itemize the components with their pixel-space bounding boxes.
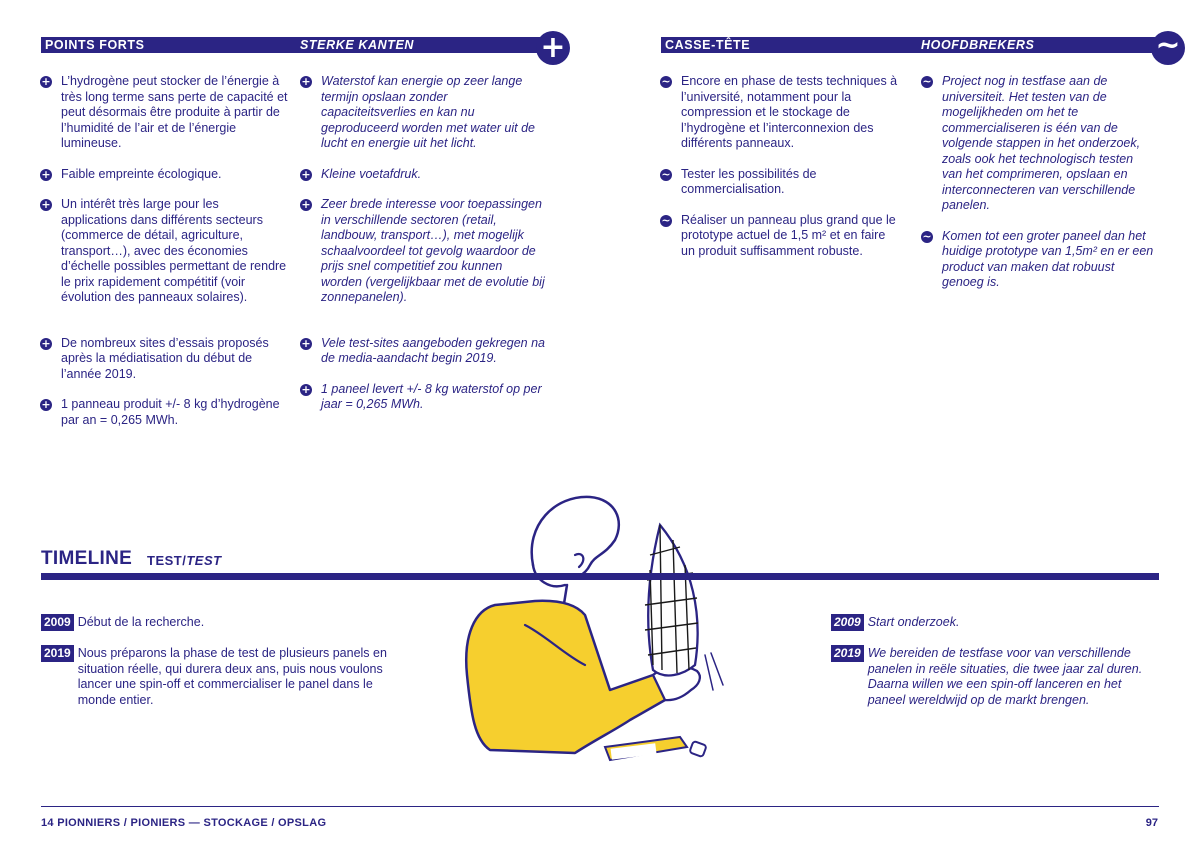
list-item-text: De nombreux sites d’essais proposés après la médiatisation du début de l’année 2019.	[61, 335, 269, 381]
list-item-text: Komen tot een groter paneel dan het huidige prototype van 1,5m² en er een product van maken dat robuust genoeg is.	[942, 228, 1154, 289]
list-item-text: Waterstof kan energie op zeer lange termijn opslaan zonder capaciteitsverlies en kan nu geproduceerd worden met water uit de lucht en energie uit het licht.	[321, 74, 536, 150]
list-item	[40, 167, 288, 183]
tilde-circle-icon: ~	[922, 229, 932, 243]
list-item-text: Un intérêt très large pour les applications dans différents secteurs (commerce de détail, agriculture, transport…), avec des économies d’échelle possibles permettant de rendre le prix rapidement compétitif (voir évolution des panneaux solaires).	[61, 197, 287, 304]
list-item	[300, 336, 545, 367]
plus-circle-icon: +	[41, 336, 51, 350]
list-item-text: Tester les possibilités de commercialisation.	[681, 166, 817, 196]
footer-section-title: 14 PIONNIERS / PIONIERS — STOCKAGE / OPSLAG	[41, 817, 327, 829]
tilde-circle-icon: ~	[922, 75, 932, 88]
list-item-text: Vele test-sites aangeboden gekregen na de media-aandacht begin 2019.	[321, 335, 546, 365]
timeline-year: 2019	[831, 645, 864, 662]
list-item	[300, 74, 545, 152]
list-item-text: Encore en phase de tests techniques à l’université, notamment pour la compression et le stockage de l’hydrogène et l’interconnexion des différents panneaux.	[681, 74, 898, 150]
timeline-entry-nl	[831, 614, 1161, 631]
page-number: 97	[1145, 817, 1158, 829]
points-forts-header-nl: STERKE KANTEN	[300, 38, 415, 52]
plus-circle-icon: +	[301, 75, 311, 88]
points-forts-list-nl	[300, 74, 545, 428]
casse-tete-list-fr	[660, 74, 900, 274]
timeline-subtitle-nl: TEST	[186, 553, 222, 568]
timeline-year: 2009	[41, 614, 74, 631]
plus-circle-icon: +	[41, 398, 51, 411]
list-item-text: Faible empreinte écologique.	[61, 166, 222, 181]
timeline-entry-fr	[41, 614, 401, 631]
points-forts-list-fr	[40, 74, 288, 443]
list-item	[40, 197, 288, 306]
plus-badge-icon: +	[536, 31, 570, 65]
list-item-text: Réaliser un panneau plus grand que le prototype actuel de 1,5 m² et en faire un produit suffisamment robuste.	[681, 212, 896, 258]
list-item-text: L’hydrogène peut stocker de l’énergie à très long terme sans perte de capacité et peut désormais être produite à partir de l’humidité de l’air et de l’énergie lumineuse.	[61, 74, 288, 150]
list-item	[40, 397, 288, 428]
timeline-text: Début de la recherche.	[77, 615, 205, 629]
list-item	[300, 382, 545, 413]
timeline-year: 2019	[41, 645, 74, 662]
timeline-text: Start onderzoek.	[867, 615, 960, 629]
tilde-badge-icon: ~	[1151, 31, 1185, 65]
casse-tete-header-fr: CASSE-TÊTE	[665, 38, 751, 52]
timeline-text: We bereiden de testfase voor van verschillende panelen in reële situaties, die twee jaar zal duren. Daarna willen we een spin-off lanceren en het paneel wereldwijd op de markt brengen.	[867, 646, 1143, 707]
timeline-entry-nl	[831, 645, 1161, 708]
list-item-text: 1 paneel levert +/- 8 kg waterstof op per jaar = 0,265 MWh.	[321, 381, 542, 411]
list-item	[921, 74, 1156, 214]
casse-tete-header-nl: HOOFDBREKERS	[921, 38, 1035, 52]
footer-rule	[41, 806, 1159, 807]
list-item	[300, 167, 545, 183]
timeline-year: 2009	[831, 614, 864, 631]
list-item	[300, 197, 545, 306]
plus-circle-icon: +	[301, 198, 311, 211]
tilde-circle-icon: ~	[661, 167, 671, 181]
list-item-text: Kleine voetafdruk.	[321, 166, 422, 181]
list-item	[40, 336, 288, 383]
points-forts-header-fr: POINTS FORTS	[45, 38, 145, 52]
list-item	[660, 213, 900, 260]
list-item	[921, 229, 1156, 291]
timeline-rule	[41, 573, 1159, 580]
plus-circle-icon: +	[41, 167, 51, 181]
plus-circle-icon: +	[301, 382, 311, 396]
plus-circle-icon: +	[41, 75, 51, 88]
timeline-entry-fr	[41, 645, 391, 708]
list-item	[40, 74, 288, 152]
casse-tete-list-nl	[921, 74, 1156, 306]
timeline-subtitle-fr: TEST/	[147, 553, 187, 568]
tilde-circle-icon: ~	[661, 213, 671, 227]
plus-circle-icon: +	[41, 198, 51, 211]
list-item-text: 1 panneau produit +/- 8 kg d’hydrogène par an = 0,265 MWh.	[61, 397, 280, 427]
list-item	[660, 167, 900, 198]
timeline-subtitle	[147, 553, 222, 568]
timeline-text: Nous préparons la phase de test de plusieurs panels en situation réelle, qui durera deux ans, puis nous voulons lancer une spin-off et commercialiser le panel dans le monde entier.	[77, 646, 387, 707]
timeline-title: TIMELINE	[41, 548, 133, 569]
tilde-circle-icon: ~	[661, 75, 671, 88]
person-with-panel-illustration	[455, 485, 745, 775]
list-item	[660, 74, 900, 152]
list-item-text: Project nog in testfase aan de universiteit. Het testen van de mogelijkheden om het te commercialiseren is één van de volgende stappen in het onderzoek, zoals ook het technologisch testen van het comprimeren, opslaan en interconnecteren van verschillende panelen.	[942, 74, 1141, 212]
list-item-text: Zeer brede interesse voor toepassingen in verschillende sectoren (retail, landbouw, transport…), met mogelijk schaalvoordeel tot gevolg waardoor de prijs snel competitief zou kunnen worden (vergelijkbaar met de evolutie bij zonnepanelen).	[321, 197, 545, 304]
plus-circle-icon: +	[301, 167, 311, 181]
plus-circle-icon: +	[301, 336, 311, 350]
